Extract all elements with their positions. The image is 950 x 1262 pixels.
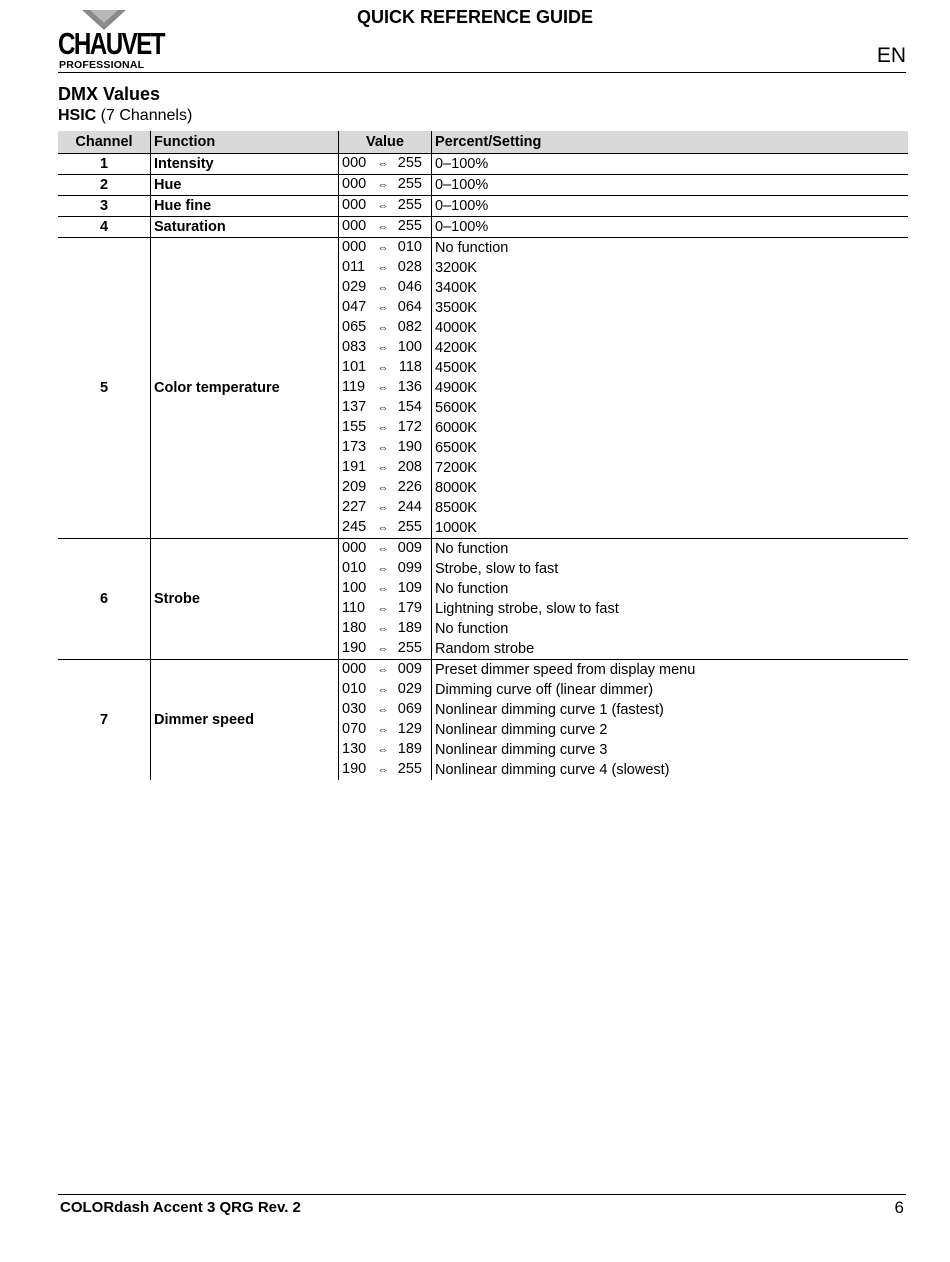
- setting-cell: 4200K: [435, 339, 477, 356]
- value-from: 010: [342, 681, 367, 697]
- value-range-cell: [339, 438, 432, 458]
- setting-cell: No function: [432, 238, 909, 259]
- range-arrow-icon: ⇔: [377, 744, 389, 756]
- range-arrow-icon: ⇔: [377, 522, 389, 534]
- value-range-cell: [339, 217, 432, 238]
- range-arrow-icon: ⇔: [377, 402, 389, 414]
- setting-cell: Nonlinear dimming curve 3: [435, 741, 608, 758]
- value-range-cell: [339, 175, 432, 196]
- setting-cell: Strobe, slow to fast: [435, 560, 559, 577]
- range-arrow-icon: ⇔: [377, 362, 389, 374]
- footer-rule: [58, 1194, 906, 1195]
- mode-name: HSIC: [58, 107, 97, 124]
- range-arrow-icon: ⇔: [377, 502, 389, 514]
- language-code: EN: [876, 44, 906, 67]
- value-from: 010: [342, 560, 367, 576]
- value-from: 030: [342, 701, 367, 717]
- setting-cell: 3200K: [435, 259, 477, 276]
- table-row: [58, 217, 908, 238]
- range-arrow-icon: ⇔: [377, 422, 389, 434]
- channel-cell: 7: [58, 660, 151, 781]
- header-value: Value: [339, 131, 432, 154]
- range-arrow-icon: ⇔: [377, 462, 389, 474]
- value-from: 245: [342, 519, 367, 535]
- range-arrow-icon: ⇔: [377, 179, 389, 191]
- value-from: 100: [342, 580, 367, 596]
- range-arrow-icon: ⇔: [377, 583, 389, 595]
- range-arrow-icon: ⇔: [377, 543, 389, 555]
- channel-cell: 6: [58, 539, 151, 660]
- value-range-cell: [339, 760, 432, 780]
- value-range-cell: [339, 559, 432, 579]
- value-to: 255: [397, 218, 422, 234]
- range-arrow-icon: ⇔: [377, 158, 389, 170]
- value-from: 110: [342, 600, 366, 616]
- value-range-cell: [339, 498, 432, 518]
- setting-cell: Preset dimmer speed from display menu: [432, 660, 909, 681]
- value-from: 130: [342, 741, 367, 757]
- setting-cell: 1000K: [435, 519, 477, 536]
- value-from: 070: [342, 721, 367, 737]
- value-to: 046: [397, 279, 422, 295]
- setting-cell: Nonlinear dimming curve 2: [435, 721, 608, 738]
- value-to: 190: [397, 439, 422, 455]
- range-arrow-icon: ⇔: [377, 643, 389, 655]
- table-row: [58, 175, 908, 196]
- setting-cell: 0–100%: [432, 175, 909, 196]
- value-to: 189: [397, 620, 422, 636]
- setting-cell: 7200K: [435, 459, 477, 476]
- value-from: 190: [342, 761, 367, 777]
- setting-cell: 0–100%: [432, 196, 909, 217]
- value-from: 000: [342, 540, 367, 556]
- function-cell: Color temperature: [151, 238, 339, 539]
- setting-cell: 4900K: [435, 379, 477, 396]
- setting-cell: 5600K: [435, 399, 477, 416]
- range-arrow-icon: ⇔: [377, 704, 389, 716]
- range-arrow-icon: ⇔: [377, 382, 389, 394]
- value-range-cell: [339, 154, 432, 175]
- range-arrow-icon: ⇔: [377, 302, 389, 314]
- function-cell: Hue: [151, 175, 339, 196]
- range-arrow-icon: ⇔: [377, 322, 389, 334]
- range-arrow-icon: ⇔: [377, 442, 389, 454]
- value-to: 064: [397, 299, 422, 315]
- value-to: 244: [397, 499, 422, 515]
- value-from: 227: [342, 499, 367, 515]
- table-row: [58, 238, 908, 259]
- function-cell: Strobe: [151, 539, 339, 660]
- value-range-cell: [339, 298, 432, 318]
- value-from: 209: [342, 479, 367, 495]
- value-to: 189: [397, 741, 422, 757]
- value-to: 082: [397, 319, 422, 335]
- range-arrow-icon: ⇔: [377, 200, 389, 212]
- footer-page-number: 6: [894, 1198, 904, 1217]
- value-to: 255: [397, 197, 422, 213]
- value-range-cell: [339, 599, 432, 619]
- value-to: 136: [397, 379, 422, 395]
- table-body: [58, 154, 908, 781]
- channel-cell: 3: [58, 196, 151, 217]
- value-range-cell: [339, 278, 432, 298]
- value-from: 000: [342, 239, 367, 255]
- header-rule: [58, 72, 906, 73]
- setting-cell: 8500K: [435, 499, 477, 516]
- value-range-cell: [339, 720, 432, 740]
- range-arrow-icon: ⇔: [377, 482, 389, 494]
- setting-cell: 0–100%: [432, 154, 909, 175]
- range-arrow-icon: ⇔: [377, 221, 389, 233]
- value-from: 000: [342, 661, 367, 677]
- value-to: 129: [397, 721, 422, 737]
- function-cell: Intensity: [151, 154, 339, 175]
- table-row: [58, 660, 908, 681]
- value-range-cell: [339, 318, 432, 338]
- value-from: 047: [342, 299, 367, 315]
- channel-cell: 5: [58, 238, 151, 539]
- setting-cell: Lightning strobe, slow to fast: [435, 600, 619, 617]
- table-row: [58, 539, 908, 560]
- value-to: 179: [397, 600, 422, 616]
- range-arrow-icon: ⇔: [377, 764, 389, 776]
- value-range-cell: [339, 418, 432, 438]
- value-range-cell: [339, 740, 432, 760]
- value-to: 255: [397, 640, 422, 656]
- setting-cell: 6500K: [435, 439, 477, 456]
- logo-subtitle: PROFESSIONAL: [59, 59, 145, 71]
- value-from: 011: [342, 259, 366, 275]
- value-range-cell: [339, 338, 432, 358]
- value-from: 137: [342, 399, 367, 415]
- setting-cell: Random strobe: [435, 640, 535, 657]
- value-from: 119: [342, 379, 366, 395]
- mode-title: [58, 107, 192, 125]
- setting-cell: No function: [435, 580, 509, 597]
- value-from: 000: [342, 176, 367, 192]
- channel-cell: 2: [58, 175, 151, 196]
- setting-cell: 6000K: [435, 419, 477, 436]
- dmx-values-table: [58, 131, 908, 780]
- value-from: 155: [342, 419, 367, 435]
- function-cell: Saturation: [151, 217, 339, 238]
- value-range-cell: [339, 196, 432, 217]
- value-to: 009: [397, 540, 422, 556]
- value-range-cell: [339, 358, 432, 378]
- setting-cell: 3400K: [435, 279, 477, 296]
- range-arrow-icon: ⇔: [377, 342, 389, 354]
- section-title: DMX Values: [58, 84, 161, 104]
- setting-cell: 4500K: [435, 359, 477, 376]
- range-arrow-icon: ⇔: [377, 684, 389, 696]
- page-header-title: QUICK REFERENCE GUIDE: [356, 7, 594, 27]
- value-range-cell: [339, 238, 432, 259]
- value-from: 000: [342, 155, 367, 171]
- setting-cell: 4000K: [435, 319, 477, 336]
- range-arrow-icon: ⇔: [377, 262, 389, 274]
- setting-cell: Nonlinear dimming curve 4 (slowest): [435, 761, 670, 778]
- table-header-row: [58, 131, 908, 154]
- setting-cell: Nonlinear dimming curve 1 (fastest): [435, 701, 664, 718]
- setting-cell: 0–100%: [432, 217, 909, 238]
- value-from: 190: [342, 640, 367, 656]
- range-arrow-icon: ⇔: [377, 724, 389, 736]
- setting-cell: No function: [435, 620, 509, 637]
- range-arrow-icon: ⇔: [377, 282, 389, 294]
- value-range-cell: [339, 378, 432, 398]
- value-range-cell: [339, 660, 432, 681]
- value-range-cell: [339, 619, 432, 639]
- value-range-cell: [339, 458, 432, 478]
- channel-cell: 4: [58, 217, 151, 238]
- value-to: 118: [398, 359, 422, 375]
- function-cell: Dimmer speed: [151, 660, 339, 781]
- value-to: 154: [397, 399, 422, 415]
- range-arrow-icon: ⇔: [377, 242, 389, 254]
- value-to: 028: [397, 259, 422, 275]
- range-arrow-icon: ⇔: [377, 603, 389, 615]
- value-range-cell: [339, 518, 432, 539]
- value-range-cell: [339, 258, 432, 278]
- range-arrow-icon: ⇔: [377, 623, 389, 635]
- value-to: 109: [397, 580, 422, 596]
- value-range-cell: [339, 680, 432, 700]
- value-range-cell: [339, 478, 432, 498]
- value-to: 255: [397, 176, 422, 192]
- value-from: 101: [342, 359, 367, 375]
- value-to: 226: [397, 479, 422, 495]
- value-to: 029: [397, 681, 422, 697]
- channel-cell: 1: [58, 154, 151, 175]
- setting-cell: Dimming curve off (linear dimmer): [435, 681, 654, 698]
- value-range-cell: [339, 398, 432, 418]
- range-arrow-icon: ⇔: [377, 664, 389, 676]
- value-from: 191: [342, 459, 367, 475]
- mode-channels: (7 Channels): [96, 107, 193, 124]
- value-to: 255: [397, 519, 422, 535]
- value-from: 029: [342, 279, 367, 295]
- value-range-cell: [339, 639, 432, 660]
- value-to: 255: [397, 761, 422, 777]
- footer-doc-name: COLORdash Accent 3 QRG Rev. 2: [60, 1199, 301, 1216]
- setting-cell: 3500K: [435, 299, 477, 316]
- value-to: 100: [397, 339, 422, 355]
- value-range-cell: [339, 539, 432, 560]
- value-to: 172: [397, 419, 422, 435]
- value-from: 000: [342, 218, 367, 234]
- value-to: 069: [397, 701, 422, 717]
- value-to: 208: [397, 459, 422, 475]
- value-from: 083: [342, 339, 367, 355]
- value-range-cell: [339, 700, 432, 720]
- value-to: 010: [397, 239, 422, 255]
- table-row: [58, 196, 908, 217]
- function-cell: Hue fine: [151, 196, 339, 217]
- value-from: 180: [342, 620, 367, 636]
- logo-wordmark: CHAUVET: [58, 26, 164, 61]
- header-channel: Channel: [58, 131, 151, 154]
- setting-cell: 8000K: [435, 479, 477, 496]
- range-arrow-icon: ⇔: [377, 563, 389, 575]
- value-from: 065: [342, 319, 367, 335]
- header-setting: Percent/Setting: [432, 131, 909, 154]
- setting-cell: No function: [432, 539, 909, 560]
- table-row: [58, 154, 908, 175]
- value-from: 000: [342, 197, 367, 213]
- value-to: 099: [397, 560, 422, 576]
- value-range-cell: [339, 579, 432, 599]
- value-to: 255: [397, 155, 422, 171]
- value-from: 173: [342, 439, 367, 455]
- value-to: 009: [397, 661, 422, 677]
- header-function: Function: [151, 131, 339, 154]
